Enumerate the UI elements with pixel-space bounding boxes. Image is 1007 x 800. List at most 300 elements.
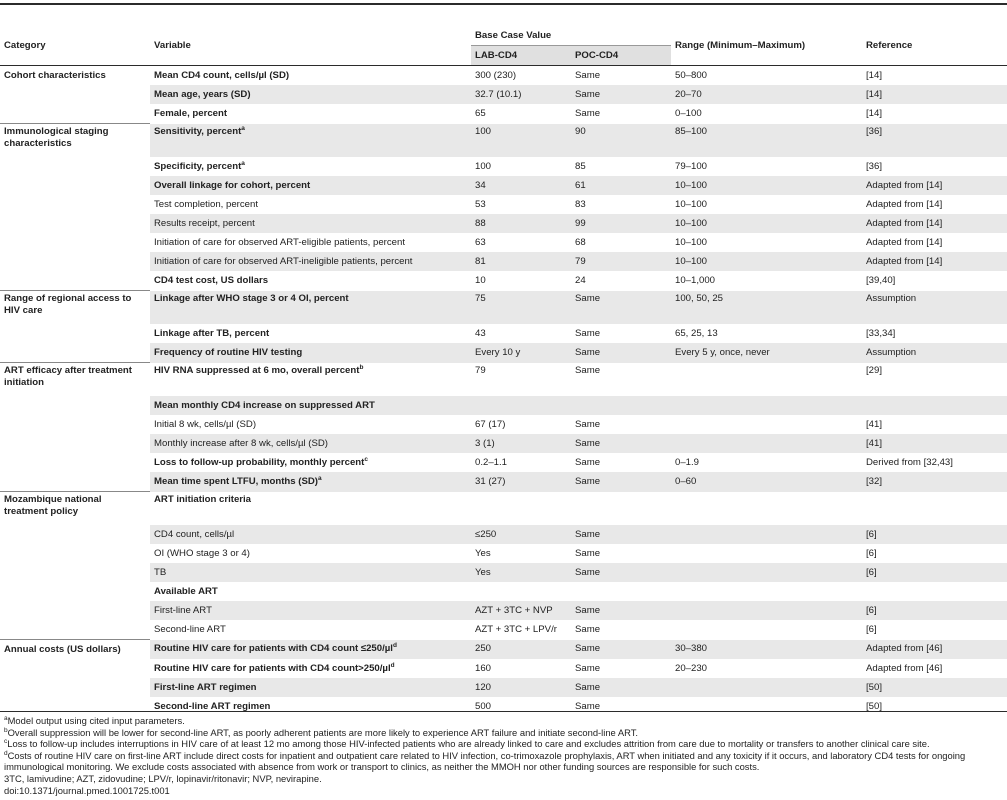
cell-variable	[150, 324, 471, 343]
cell-range-text: 0–1.9	[675, 456, 700, 468]
cell-variable	[150, 396, 471, 415]
cell-lab-cd4-text: 3 (1)	[475, 437, 495, 449]
cell-range-text: 79–100	[675, 160, 708, 172]
cell-variable-text: OI (WHO stage 3 or 4)	[154, 547, 250, 559]
cell-poc-cd4-text: 85	[575, 160, 586, 172]
cell-variable	[150, 659, 471, 678]
cell-category	[0, 124, 150, 158]
cell-range	[671, 640, 862, 660]
cell-variable	[150, 434, 471, 453]
cell-reference	[862, 563, 1007, 582]
cell-variable-text: Initiation of care for observed ART-eligible patients, percent	[154, 236, 406, 248]
cell-range	[671, 678, 862, 697]
cell-reference	[862, 678, 1007, 697]
cell-poc-cd4	[571, 492, 671, 526]
cell-lab-cd4	[471, 291, 571, 325]
header-base-case: Base Case Value	[475, 30, 552, 41]
cell-reference-text: [14]	[866, 69, 883, 81]
table-row	[0, 363, 1007, 397]
cell-variable-text: Linkage after TB, percent	[154, 327, 270, 339]
cell-poc-cd4-text: Same	[575, 327, 601, 339]
table-row	[0, 396, 1007, 415]
cell-poc-cd4	[571, 415, 671, 434]
footnote-mark: a	[241, 159, 245, 167]
cell-variable-text: Routine HIV care for patients with CD4 count ≤250/µl	[154, 643, 393, 655]
cell-variable-text: Mean age, years (SD)	[154, 88, 251, 100]
table-row	[0, 214, 1007, 233]
cell-variable-text: First-line ART regimen	[154, 681, 257, 693]
cell-lab-cd4	[471, 324, 571, 343]
cell-category-text: Mozambique national treatment policy	[4, 494, 102, 517]
cell-category	[0, 415, 150, 434]
cell-lab-cd4-text: 0.2–1.1	[475, 456, 508, 468]
cell-reference-text: Adapted from [14]	[866, 179, 943, 191]
footnote-mark: a	[241, 124, 245, 132]
cell-reference	[862, 343, 1007, 363]
cell-reference	[862, 176, 1007, 195]
footnote-mark: a	[4, 714, 8, 722]
cell-lab-cd4-text: 75	[475, 292, 486, 304]
cell-lab-cd4	[471, 544, 571, 563]
cell-poc-cd4	[571, 620, 671, 640]
table-row	[0, 176, 1007, 195]
cell-variable	[150, 582, 471, 601]
cell-variable-text: ART initiation criteria	[154, 493, 252, 505]
cell-category	[0, 104, 150, 124]
cell-range-text: 20–70	[675, 88, 702, 100]
cell-variable	[150, 492, 471, 526]
cell-reference-text: [33,34]	[866, 327, 896, 339]
cell-category	[0, 195, 150, 214]
cell-range	[671, 582, 862, 601]
cell-lab-cd4-text: Yes	[475, 566, 491, 578]
cell-variable-text: Routine HIV care for patients with CD4 count>250/µl	[154, 662, 391, 674]
cell-reference	[862, 324, 1007, 343]
cell-category	[0, 544, 150, 563]
cell-range	[671, 563, 862, 582]
cell-lab-cd4-text: Yes	[475, 547, 491, 559]
cell-reference	[862, 472, 1007, 492]
cell-range-text: Every 5 y, once, never	[675, 346, 770, 358]
cell-category	[0, 492, 150, 526]
cell-variable-text: HIV RNA suppressed at 6 mo, overall percent	[154, 364, 360, 376]
cell-variable	[150, 271, 471, 291]
cell-variable	[150, 620, 471, 640]
cell-poc-cd4-text: Same	[575, 364, 601, 376]
cell-reference-text: [32]	[866, 475, 883, 487]
cell-lab-cd4	[471, 640, 571, 660]
cell-reference-text: [6]	[866, 528, 877, 540]
cell-lab-cd4	[471, 492, 571, 526]
cell-lab-cd4	[471, 252, 571, 271]
cell-variable-text: Initial 8 wk, cells/µl (SD)	[154, 418, 257, 430]
cell-reference-text: [50]	[866, 700, 883, 712]
cell-range	[671, 176, 862, 195]
table-row	[0, 252, 1007, 271]
cell-reference-text: [6]	[866, 604, 877, 616]
header-category: Category	[0, 26, 150, 66]
cell-range	[671, 343, 862, 363]
header-reference: Reference	[862, 26, 1007, 66]
cell-lab-cd4	[471, 678, 571, 697]
cell-poc-cd4	[571, 472, 671, 492]
cell-poc-cd4	[571, 343, 671, 363]
cell-poc-cd4-text: Same	[575, 88, 601, 100]
cell-poc-cd4-text: Same	[575, 643, 601, 655]
cell-range-text: 10–100	[675, 236, 708, 248]
footnote	[0, 785, 1007, 797]
cell-variable	[150, 85, 471, 104]
cell-reference-text: Adapted from [14]	[866, 217, 943, 229]
cell-reference-text: Assumption	[866, 346, 917, 358]
cell-reference	[862, 525, 1007, 544]
table-row	[0, 525, 1007, 544]
cell-lab-cd4-text: 31 (27)	[475, 475, 506, 487]
cell-range	[671, 66, 862, 86]
cell-reference-text: Adapted from [14]	[866, 236, 943, 248]
cell-variable	[150, 124, 471, 158]
table-row	[0, 640, 1007, 660]
cell-reference-text: [36]	[866, 125, 883, 137]
cell-category	[0, 214, 150, 233]
footnote	[0, 750, 1007, 773]
table-body	[0, 66, 1007, 717]
cell-range-text: 10–100	[675, 255, 708, 267]
footnote-mark: b	[359, 363, 364, 371]
cell-reference-text: Adapted from [46]	[866, 662, 943, 674]
cell-lab-cd4-text: 65	[475, 107, 486, 119]
cell-poc-cd4	[571, 252, 671, 271]
cell-lab-cd4-text: 250	[475, 643, 492, 655]
cell-variable-text: Female, percent	[154, 107, 228, 119]
cell-variable	[150, 601, 471, 620]
cell-lab-cd4-text: 160	[475, 662, 492, 674]
cell-poc-cd4-text: 99	[575, 217, 586, 229]
cell-variable-text: Sensitivity, percent	[154, 125, 242, 137]
cell-category	[0, 324, 150, 343]
cell-lab-cd4	[471, 396, 571, 415]
table-row	[0, 544, 1007, 563]
cell-poc-cd4	[571, 525, 671, 544]
cell-variable	[150, 453, 471, 472]
table-row	[0, 601, 1007, 620]
cell-category	[0, 343, 150, 363]
cell-poc-cd4	[571, 396, 671, 415]
table-row	[0, 66, 1007, 86]
table-row	[0, 434, 1007, 453]
cell-category-text: ART efficacy after treatment initiation	[4, 365, 132, 388]
footnote	[0, 727, 1007, 739]
parameters-table	[0, 26, 1007, 716]
cell-range-text: 0–100	[675, 107, 702, 119]
cell-variable	[150, 525, 471, 544]
cell-range	[671, 104, 862, 124]
table-row	[0, 563, 1007, 582]
cell-poc-cd4-text: Same	[575, 623, 601, 635]
cell-poc-cd4	[571, 85, 671, 104]
cell-variable-text: Mean time spent LTFU, months (SD)	[154, 475, 318, 487]
cell-reference-text: [29]	[866, 364, 883, 376]
table-row	[0, 453, 1007, 472]
cell-variable	[150, 472, 471, 492]
cell-poc-cd4	[571, 640, 671, 660]
cell-poc-cd4-text: Same	[575, 437, 601, 449]
footnote-text: 3TC, lamivudine; AZT, zidovudine; LPV/r, lopinavir/ritonavir; NVP, nevirapine.	[4, 772, 322, 784]
cell-reference	[862, 291, 1007, 325]
cell-range	[671, 324, 862, 343]
cell-lab-cd4-text: 63	[475, 236, 486, 248]
cell-poc-cd4	[571, 66, 671, 86]
table-row	[0, 271, 1007, 291]
footnote-mark: a	[317, 474, 322, 482]
cell-range	[671, 252, 862, 271]
cell-poc-cd4-text: Same	[575, 292, 601, 304]
cell-range	[671, 214, 862, 233]
cell-reference-text: [50]	[866, 681, 883, 693]
cell-variable	[150, 157, 471, 176]
cell-range	[671, 453, 862, 472]
cell-lab-cd4	[471, 415, 571, 434]
cell-range	[671, 195, 862, 214]
cell-reference-text: [6]	[866, 547, 877, 559]
footnote-mark: c	[364, 455, 368, 463]
cell-reference	[862, 124, 1007, 158]
cell-poc-cd4	[571, 659, 671, 678]
cell-poc-cd4-text: Same	[575, 681, 601, 693]
footnote-text: Overall suppression will be lower for second-line ART, as poorly adherent patients are more likely to experience ART failure and initiate second-line ART.	[7, 726, 638, 738]
footnote-text: Loss to follow-up includes interruptions in HIV care of at least 12 mo among those HIV-infected patients who are already linked to care and excludes attrition from care due to mortality or transfers to another clinical care site.	[7, 738, 930, 750]
cell-lab-cd4	[471, 157, 571, 176]
cell-range	[671, 492, 862, 526]
cell-category	[0, 434, 150, 453]
cell-variable-text: First-line ART	[154, 604, 212, 616]
cell-reference-text: [6]	[866, 623, 877, 635]
cell-reference-text: [6]	[866, 566, 877, 578]
cell-lab-cd4-text: 34	[475, 179, 486, 191]
cell-variable	[150, 233, 471, 252]
footnote-mark: d	[4, 749, 8, 757]
cell-range-text: 65, 25, 13	[675, 327, 718, 339]
cell-poc-cd4	[571, 291, 671, 325]
cell-reference-text: [39,40]	[866, 274, 896, 286]
cell-category	[0, 640, 150, 660]
header-lab-cd4: LAB-CD4	[471, 46, 571, 66]
cell-lab-cd4-text: 88	[475, 217, 486, 229]
footnote-mark: b	[4, 726, 8, 734]
cell-category	[0, 525, 150, 544]
table-row	[0, 291, 1007, 325]
cell-range-text: 10–100	[675, 198, 708, 210]
cell-variable	[150, 363, 471, 397]
cell-range-text: 10–1,000	[675, 274, 716, 286]
cell-reference	[862, 233, 1007, 252]
cell-range-text: 0–60	[675, 475, 697, 487]
footnote-text: Model output using cited input parameters.	[7, 715, 185, 726]
cell-lab-cd4-text: 32.7 (10.1)	[475, 88, 522, 100]
cell-lab-cd4-text: Every 10 y	[475, 346, 521, 358]
cell-lab-cd4-text: AZT + 3TC + LPV/r	[475, 623, 557, 635]
cell-category	[0, 396, 150, 415]
cell-poc-cd4-text: Same	[575, 346, 601, 358]
cell-reference-text: Adapted from [14]	[866, 198, 943, 210]
footnote-mark: c	[4, 738, 8, 746]
cell-category	[0, 363, 150, 397]
cell-lab-cd4	[471, 343, 571, 363]
cell-reference	[862, 434, 1007, 453]
cell-range	[671, 396, 862, 415]
cell-reference	[862, 640, 1007, 660]
cell-variable-text: Second-line ART regimen	[154, 700, 271, 712]
cell-reference-text: [41]	[866, 418, 883, 430]
cell-lab-cd4-text: 10	[475, 274, 486, 286]
cell-poc-cd4	[571, 157, 671, 176]
top-rule	[0, 3, 1007, 5]
cell-lab-cd4	[471, 66, 571, 86]
cell-category	[0, 659, 150, 678]
cell-variable	[150, 104, 471, 124]
cell-lab-cd4	[471, 104, 571, 124]
cell-lab-cd4	[471, 659, 571, 678]
cell-reference	[862, 66, 1007, 86]
cell-variable-text: Specificity, percent	[154, 160, 242, 172]
cell-lab-cd4-text: ≤250	[475, 528, 497, 540]
footnote-text: doi:10.1371/journal.pmed.1001725.t001	[4, 784, 170, 796]
table-footnotes	[0, 711, 1007, 796]
cell-category	[0, 620, 150, 640]
cell-variable	[150, 252, 471, 271]
table-row	[0, 104, 1007, 124]
cell-lab-cd4-text: 300 (230)	[475, 69, 517, 81]
cell-poc-cd4	[571, 233, 671, 252]
cell-variable-text: Mean CD4 count, cells/µl (SD)	[154, 69, 290, 81]
cell-poc-cd4-text: Same	[575, 662, 601, 674]
cell-lab-cd4	[471, 271, 571, 291]
cell-poc-cd4-text: 24	[575, 274, 586, 286]
cell-variable-text: Test completion, percent	[154, 198, 258, 210]
cell-range-text: 50–800	[675, 69, 708, 81]
cell-reference	[862, 453, 1007, 472]
cell-variable	[150, 176, 471, 195]
cell-reference	[862, 582, 1007, 601]
cell-variable	[150, 195, 471, 214]
cell-category	[0, 85, 150, 104]
cell-poc-cd4-text: Same	[575, 107, 601, 119]
cell-reference	[862, 601, 1007, 620]
cell-range-text: 85–100	[675, 125, 708, 137]
table-row	[0, 659, 1007, 678]
footnote	[0, 715, 1007, 727]
cell-poc-cd4	[571, 434, 671, 453]
cell-poc-cd4-text: Same	[575, 475, 601, 487]
cell-variable	[150, 640, 471, 660]
cell-lab-cd4-text: 79	[475, 364, 486, 376]
cell-lab-cd4-text: 67 (17)	[475, 418, 506, 430]
cell-lab-cd4	[471, 124, 571, 158]
cell-reference	[862, 544, 1007, 563]
cell-variable-text: Linkage after WHO stage 3 or 4 OI, percent	[154, 292, 349, 304]
cell-range	[671, 620, 862, 640]
cell-lab-cd4-text: 100	[475, 160, 492, 172]
cell-variable-text: Frequency of routine HIV testing	[154, 346, 303, 358]
cell-category	[0, 563, 150, 582]
cell-variable	[150, 544, 471, 563]
footnote	[0, 738, 1007, 750]
header-variable: Variable	[150, 26, 471, 66]
footnote-text: Costs of routine HIV care on first-line ART include direct costs for inpatient and outpatient care related to HIV infection, co-trimoxazole prophylaxis, ART when initiated and any toxicity if it occurs, and laboratory CD4 tests for ongoing immunological monitoring. We exclude costs associated with absence from work or transport to clinics, as neither the MMOH nor other funding sources are responsible for such costs.	[4, 749, 966, 773]
table-row	[0, 472, 1007, 492]
table-row	[0, 233, 1007, 252]
table-row	[0, 582, 1007, 601]
cell-poc-cd4	[571, 601, 671, 620]
cell-reference	[862, 85, 1007, 104]
cell-category	[0, 453, 150, 472]
cell-variable-text: TB	[154, 566, 167, 578]
cell-lab-cd4	[471, 233, 571, 252]
cell-variable	[150, 291, 471, 325]
cell-reference	[862, 659, 1007, 678]
cell-range-text: 10–100	[675, 179, 708, 191]
cell-category	[0, 157, 150, 176]
cell-range	[671, 525, 862, 544]
cell-reference-text: [14]	[866, 88, 883, 100]
cell-variable	[150, 678, 471, 697]
cell-poc-cd4-text: Same	[575, 418, 601, 430]
table-row	[0, 343, 1007, 363]
cell-poc-cd4	[571, 453, 671, 472]
cell-variable	[150, 415, 471, 434]
cell-poc-cd4-text: Same	[575, 456, 601, 468]
cell-poc-cd4	[571, 544, 671, 563]
cell-range	[671, 124, 862, 158]
cell-range	[671, 363, 862, 397]
cell-poc-cd4-text: 68	[575, 236, 586, 248]
cell-reference-text: [41]	[866, 437, 883, 449]
table-row	[0, 415, 1007, 434]
cell-lab-cd4	[471, 214, 571, 233]
cell-category-text: Annual costs (US dollars)	[4, 643, 121, 655]
cell-variable	[150, 343, 471, 363]
cell-poc-cd4	[571, 563, 671, 582]
table-row	[0, 124, 1007, 158]
cell-lab-cd4-text: 43	[475, 327, 486, 339]
cell-lab-cd4	[471, 472, 571, 492]
cell-poc-cd4-text: Same	[575, 547, 601, 559]
cell-reference-text: [14]	[866, 107, 883, 119]
cell-reference-text: Adapted from [14]	[866, 255, 943, 267]
table-row	[0, 678, 1007, 697]
cell-range	[671, 233, 862, 252]
cell-reference-text: Derived from [32,43]	[866, 456, 953, 468]
cell-variable	[150, 66, 471, 86]
cell-lab-cd4	[471, 434, 571, 453]
cell-lab-cd4	[471, 525, 571, 544]
cell-poc-cd4	[571, 124, 671, 158]
cell-reference	[862, 104, 1007, 124]
footnote	[0, 773, 1007, 785]
cell-reference	[862, 396, 1007, 415]
cell-reference-text: Assumption	[866, 292, 917, 304]
cell-reference	[862, 157, 1007, 176]
cell-category	[0, 233, 150, 252]
cell-range	[671, 291, 862, 325]
cell-variable-text: Mean monthly CD4 increase on suppressed ART	[154, 399, 375, 411]
cell-poc-cd4	[571, 582, 671, 601]
cell-reference	[862, 492, 1007, 526]
cell-variable-text: Loss to follow-up probability, monthly percent	[154, 456, 365, 468]
cell-variable-text: CD4 count, cells/µl	[154, 528, 235, 540]
cell-lab-cd4-text: 53	[475, 198, 486, 210]
cell-range	[671, 601, 862, 620]
